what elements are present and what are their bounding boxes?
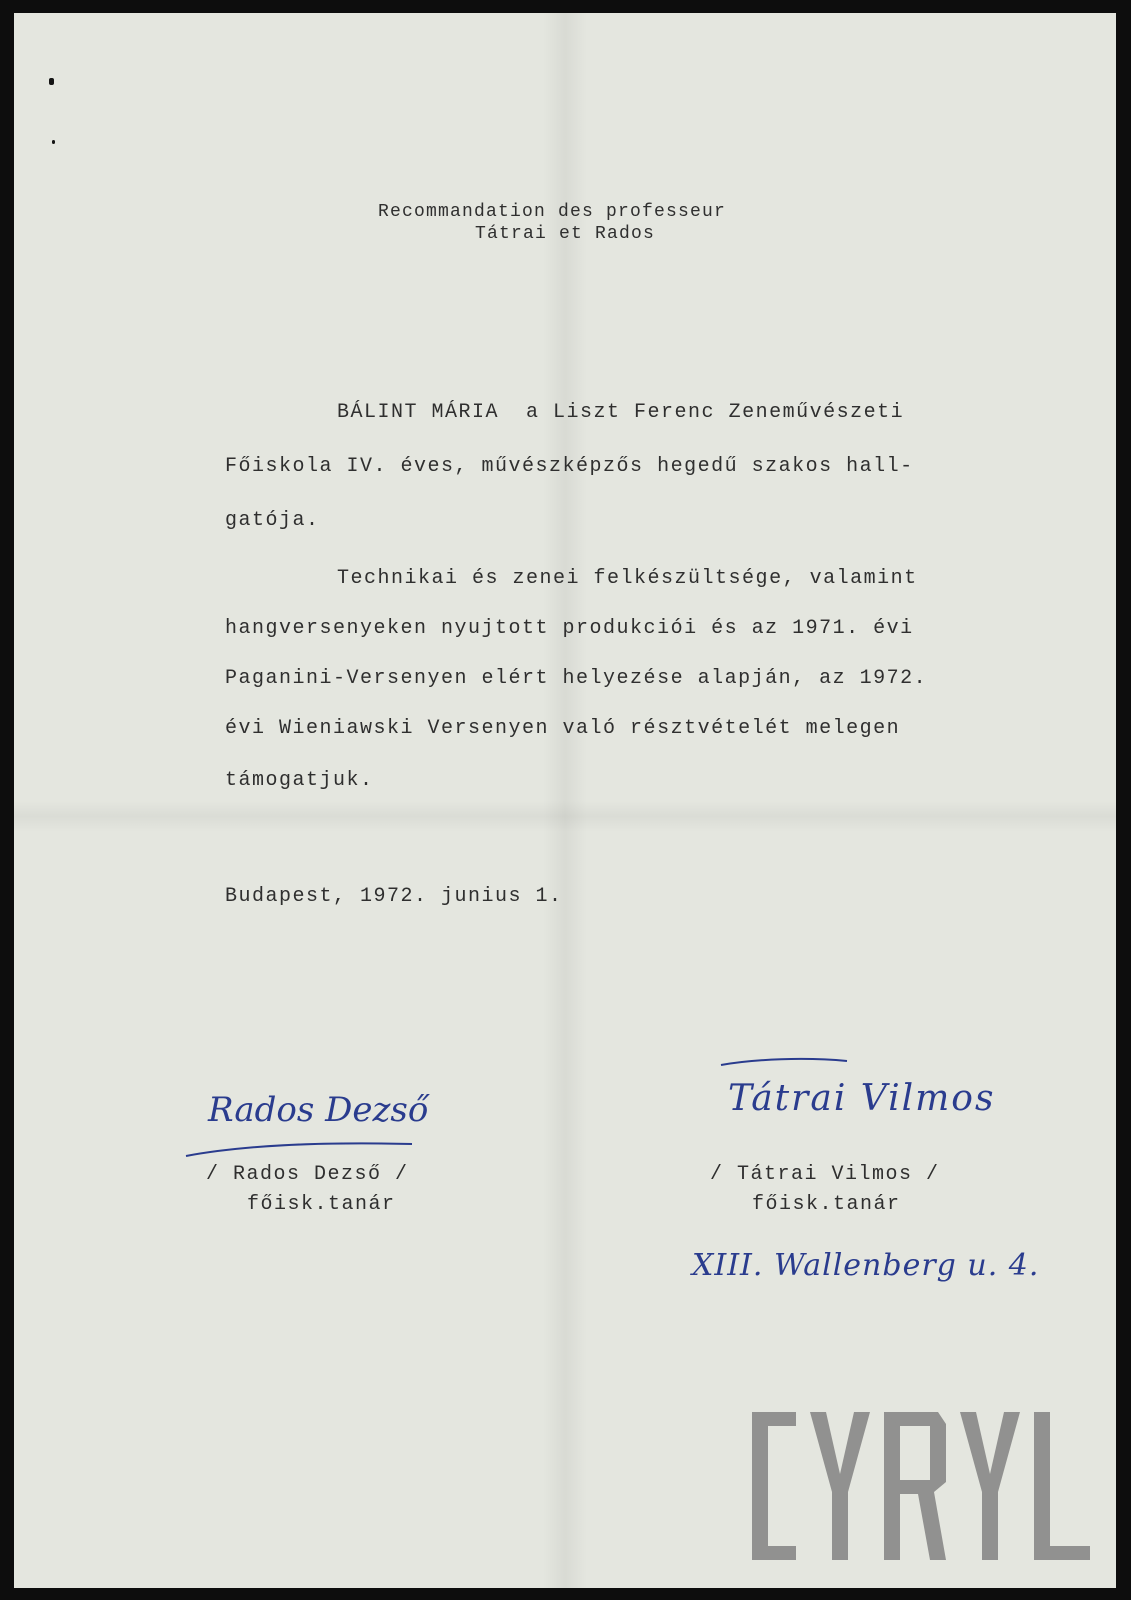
signatory-title-tatrai: főisk.tanár bbox=[752, 1193, 901, 1216]
paragraph-1-line-1: BÁLINT MÁRIA a Liszt Ferenc Zeneművészeti bbox=[337, 401, 905, 424]
heading-line-1: Recommandation des professeur bbox=[378, 202, 727, 222]
student-name: BÁLINT MÁRIA bbox=[337, 401, 500, 424]
cyryl-watermark-logo bbox=[752, 1412, 1092, 1562]
signature-rados: Rados Dezső bbox=[208, 1090, 429, 1130]
signatory-title-rados: főisk.tanár bbox=[247, 1193, 396, 1216]
punch-hole-mark bbox=[49, 78, 54, 85]
handwritten-address: XIII. Wallenberg u. 4. bbox=[692, 1248, 1040, 1283]
signatory-name-rados: / Rados Dezső / bbox=[206, 1163, 409, 1186]
paragraph-2-line-5: támogatjuk. bbox=[225, 769, 374, 792]
paragraph-2-line-2: hangversenyeken nyujtott produkciói és az 1971. évi bbox=[225, 617, 914, 640]
signature-tatrai: Tátrai Vilmos bbox=[728, 1078, 996, 1119]
signatory-name-tatrai: / Tátrai Vilmos / bbox=[710, 1163, 940, 1186]
document-page bbox=[14, 13, 1116, 1588]
heading-line-2: Tátrai et Rados bbox=[475, 224, 656, 244]
paragraph-2-line-3: Paganini-Versenyen elért helyezése alapján, az 1972. bbox=[225, 667, 928, 690]
paragraph-2-line-1: Technikai és zenei felkészültsége, valamint bbox=[337, 567, 918, 590]
paragraph-2-line-4: évi Wieniawski Versenyen való résztvételét melegen bbox=[225, 717, 901, 740]
paragraph-1-line-2: Főiskola IV. éves, művészképzős hegedű szakos hall- bbox=[225, 455, 914, 478]
punch-hole-mark bbox=[52, 140, 55, 144]
place-date: Budapest, 1972. junius 1. bbox=[225, 885, 563, 908]
paragraph-1-line-3: gatója. bbox=[225, 509, 320, 532]
